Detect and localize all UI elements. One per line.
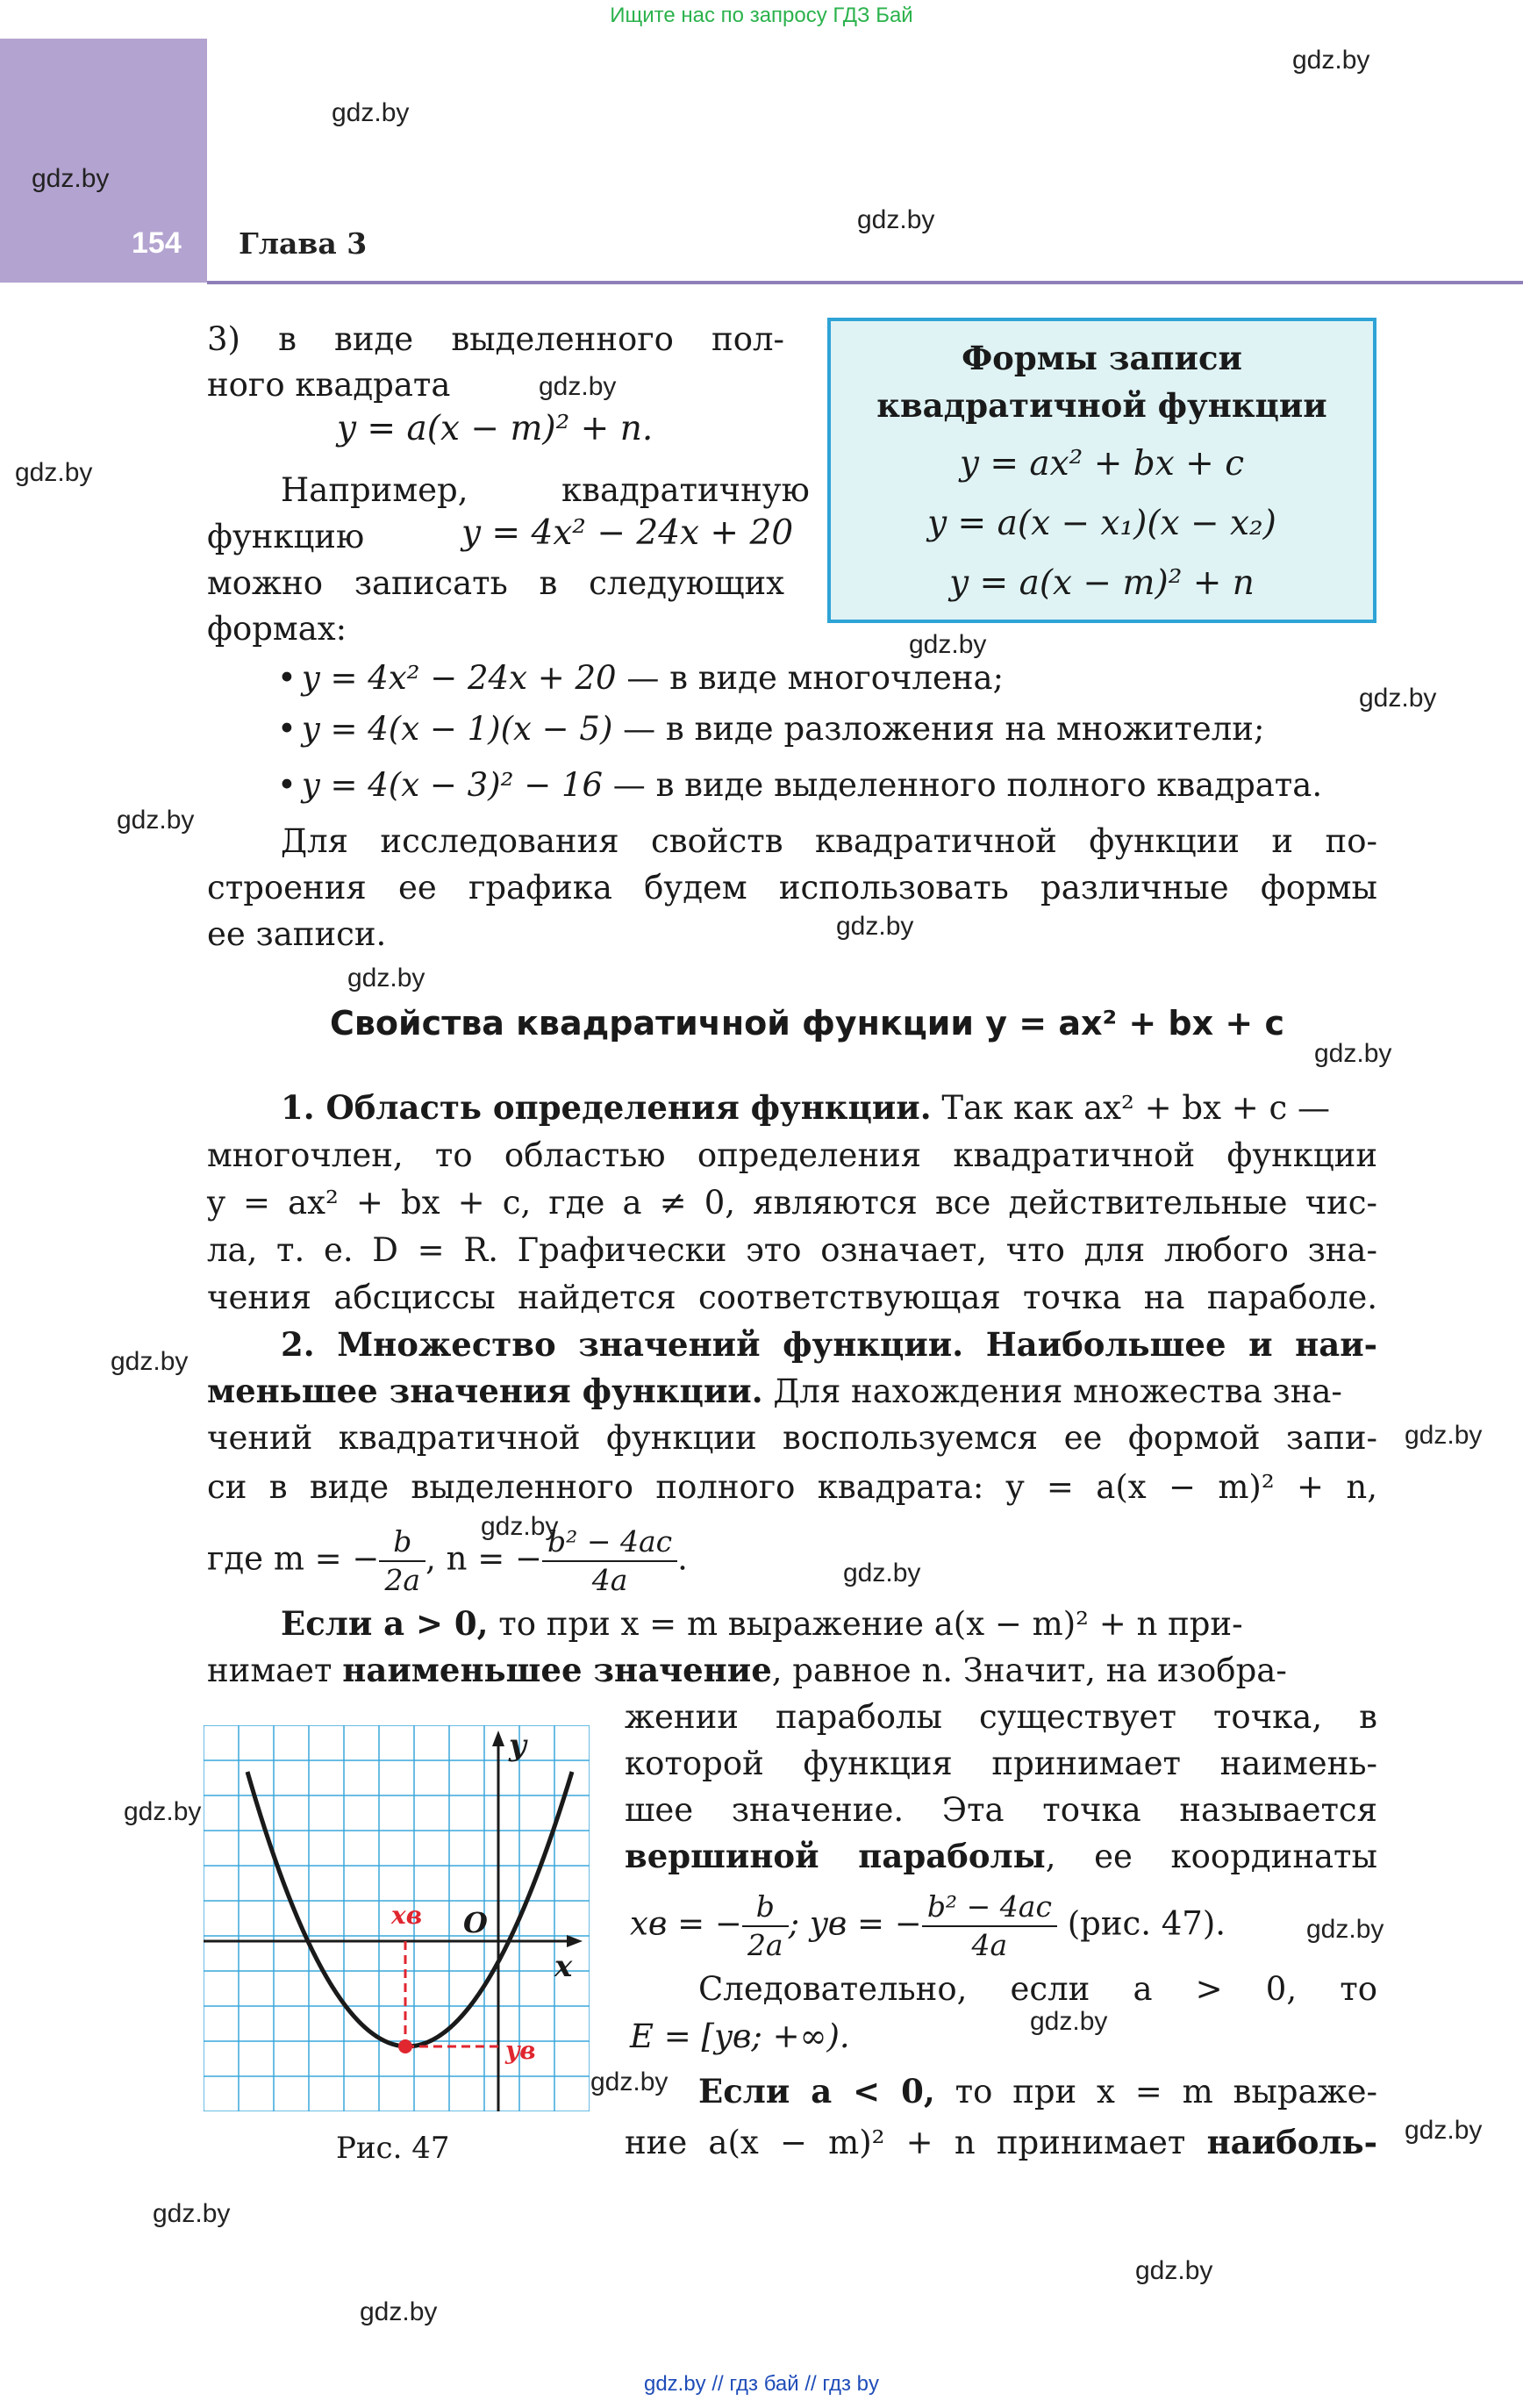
list-item: • y = 4x² − 24x + 20 — в виде многочлена; xyxy=(277,655,1004,701)
chapter-title: Глава 3 xyxy=(239,226,368,261)
text-line: Если a < 0, то при x = m выраже- xyxy=(698,2072,1377,2111)
text-line: Следовательно, если a > 0, то xyxy=(698,1970,1377,2008)
xv-label: xв xyxy=(391,1901,423,1930)
box-formula: y = ax² + bx + c xyxy=(959,444,1245,484)
watermark: gdz.by xyxy=(590,2068,669,2096)
watermark: gdz.by xyxy=(124,1797,202,1826)
watermark: gdz.by xyxy=(836,912,914,941)
text-line: y = ax² + bx + c, где a ≠ 0, являются все действительные чис- xyxy=(207,1184,1377,1222)
watermark: gdz.by xyxy=(1405,1421,1483,1450)
watermark: gdz.by xyxy=(1359,684,1437,713)
x-axis-label: x xyxy=(554,1949,573,1984)
formula: y = a(x − m)² + n. xyxy=(337,409,654,448)
text-line: 3) в виде выделенного пол- xyxy=(207,320,784,358)
text-line: можно записать в следующих xyxy=(207,564,784,602)
watermark: gdz.by xyxy=(481,1512,559,1541)
text-line: чений квадратичной функции воспользуемся ее формой запи- xyxy=(207,1419,1377,1457)
text-line: нимает наименьшее значение, равное n. Значит, на изобра- xyxy=(207,1651,1287,1689)
top-banner[interactable]: Ищите нас по запросу ГДЗ Бай xyxy=(610,4,913,27)
watermark: gdz.by xyxy=(909,630,987,659)
text-line: формах: xyxy=(207,610,347,648)
box-formula: y = a(x − x₁)(x − x₂) xyxy=(927,504,1276,543)
watermark: gdz.by xyxy=(360,2297,438,2326)
text-line: ла, т. е. D = R. Графически это означает, что для любого зна- xyxy=(207,1231,1377,1269)
box-formula: y = a(x − m)² + n xyxy=(949,563,1255,603)
figure-caption: Рис. 47 xyxy=(336,2131,450,2166)
text-line: ее записи. xyxy=(207,915,387,953)
watermark: gdz.by xyxy=(32,164,110,193)
origin-label: O xyxy=(463,1906,488,1939)
text-line: квадратичную xyxy=(561,471,810,509)
text-line: Если a > 0, то при x = m выражение a(x − m)² + n при- xyxy=(281,1604,1243,1643)
text-line: где m = − $\frac{b}{2a}$ , n = − $\frac{\text{b² − 4ac}}{4a}$ . xyxy=(207,1524,688,1597)
list-item: • y = 4(x − 1)(x − 5) — в виде разложения на множители; xyxy=(277,706,1264,752)
watermark: gdz.by xyxy=(153,2199,231,2228)
text-line: E = [yв; +∞). xyxy=(630,2017,850,2055)
watermark: gdz.by xyxy=(332,98,410,127)
formula: y = 4x² − 24x + 20 xyxy=(461,513,794,553)
text-line: жении параболы существует точка, в xyxy=(625,1698,1377,1736)
text-line: чения абсциссы найдется соответствующая точка на параболе. xyxy=(207,1279,1377,1316)
text-line: вершиной параболы, ее координаты xyxy=(625,1837,1377,1875)
text-line: Например, xyxy=(281,471,468,509)
watermark: gdz.by xyxy=(347,964,425,993)
box-title: квадратичной функции xyxy=(876,386,1327,425)
section-title: Свойства квадратичной функции y = ax² + bx + c xyxy=(330,1004,1284,1043)
watermark: gdz.by xyxy=(111,1347,189,1376)
watermark: gdz.by xyxy=(1292,46,1370,75)
watermark: gdz.by xyxy=(1306,1915,1384,1944)
text-line: меньшее значения функции. Для нахождения множества зна- xyxy=(207,1372,1342,1410)
text-line: 2. Множество значений функции. Наибольшее и наи- xyxy=(281,1325,1377,1364)
bottom-banner[interactable]: gdz.by // гдз бай // гдз by xyxy=(643,2372,880,2396)
x-axis-arrow xyxy=(567,1935,583,1947)
text-line: си в виде выделенного полного квадрата: y = a(x − m)² + n, xyxy=(207,1468,1377,1506)
yv-label: yв xyxy=(505,2036,536,2065)
header-rule xyxy=(207,281,1523,284)
text-line: функцию xyxy=(207,518,365,555)
list-item: • y = 4(x − 3)² − 16 — в виде выделенного полного квадрата. xyxy=(277,762,1322,808)
page-number: 154 xyxy=(132,226,182,260)
text-line: 1. Область определения функции. Так как ax² + bx + c — xyxy=(281,1088,1330,1127)
watermark: gdz.by xyxy=(539,372,617,401)
watermark: gdz.by xyxy=(1314,1039,1392,1068)
text-line: шее значение. Эта точка называется xyxy=(625,1791,1377,1829)
watermark: gdz.by xyxy=(1030,2007,1108,2036)
watermark: gdz.by xyxy=(117,806,195,835)
text-line: Для исследования свойств квадратичной функции и по- xyxy=(281,822,1377,860)
text-line: ние a(x − m)² + n принимает наиболь- xyxy=(625,2123,1377,2161)
box-title: Формы записи xyxy=(962,339,1242,377)
y-axis-label: y xyxy=(509,1728,526,1763)
text-line: строения ее графика будем использовать различные формы xyxy=(207,869,1377,907)
text-line: многочлен, то областью определения квадратичной функции xyxy=(207,1136,1377,1174)
parabola-figure xyxy=(204,1725,590,2111)
watermark: gdz.by xyxy=(857,205,935,234)
text-line: xв = − $\frac{b}{2a}$ ; yв = − $\frac{\text{b² − 4ac}}{4a}$ (рис. 47). xyxy=(630,1889,1226,1962)
vertex-point xyxy=(398,2039,412,2053)
watermark: gdz.by xyxy=(1135,2256,1213,2285)
watermark: gdz.by xyxy=(1405,2116,1483,2145)
watermark: gdz.by xyxy=(15,458,93,487)
text-line: ного квадрата xyxy=(207,366,451,404)
watermark: gdz.by xyxy=(843,1559,921,1587)
y-axis-arrow xyxy=(492,1731,504,1746)
text-line: которой функция принимает наимень- xyxy=(625,1745,1377,1782)
forms-info-box xyxy=(827,318,1376,623)
